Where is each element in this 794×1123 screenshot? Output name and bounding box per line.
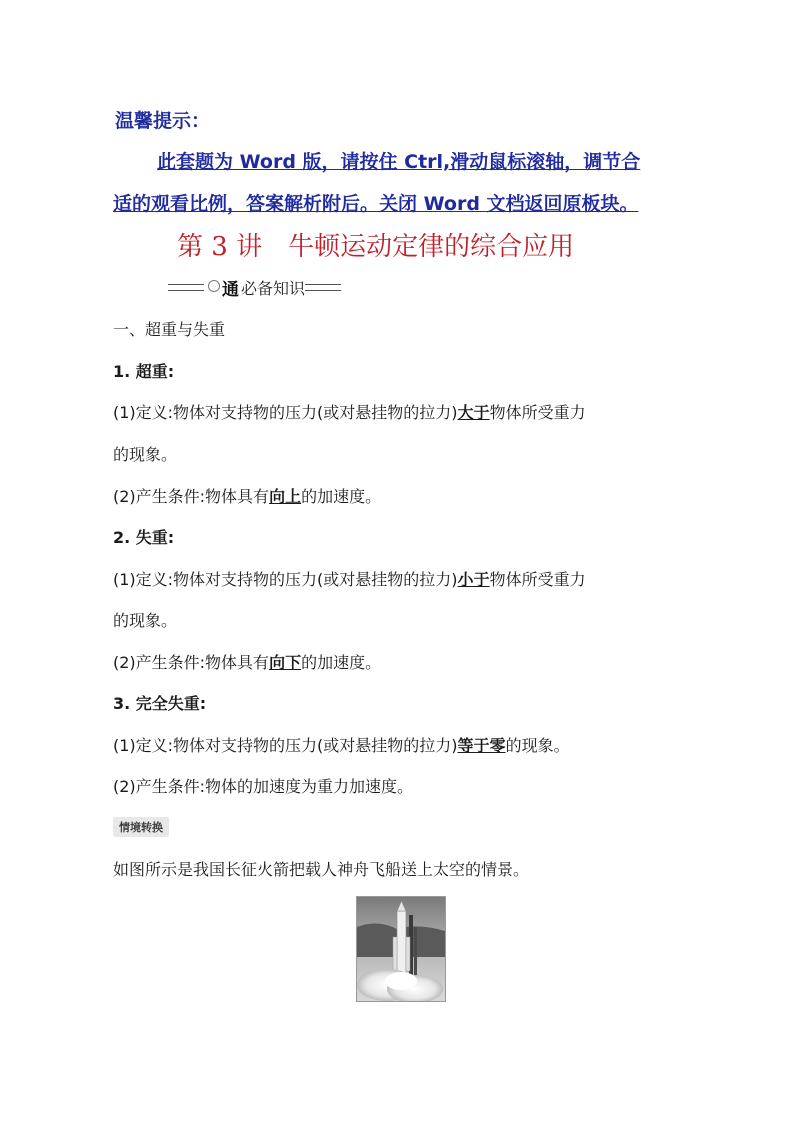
rocket-launch-photo [356,896,446,1002]
tip-line-1: 此套题为 Word 版，请按住 Ctrl,滑动鼠标滚轴，调节合 [157,151,641,173]
definition-text: (1)定义:物体对支持物的压力(或对悬挂物的拉力) [113,570,458,589]
context-sentence: 如图所示是我国长征火箭把载人神舟飞船送上太空的情景。 [113,860,530,879]
banner-right-rule [305,284,341,291]
weightless-heading: 2. 失重: [113,528,175,547]
overweight-definition [113,400,586,423]
condition-text: (2)产生条件:物体具有 [113,653,270,672]
section-heading: 一、超重与失重 [113,320,226,339]
complete-heading: 3. 完全失重: [113,694,207,713]
banner-label: 必备知识 [241,279,306,298]
weightless-condition [113,650,381,673]
blank-answer: 向下 [269,653,302,672]
complete-condition: (2)产生条件:物体的加速度为重力加速度。 [113,777,414,796]
rocket-photo-graphic [357,897,445,1001]
magnifier-icon [208,280,220,292]
lesson-title: 第 3 讲 牛顿运动定律的综合应用 [177,232,575,262]
banner-mark: 通 [222,280,239,300]
blank-answer: 大于 [457,403,490,422]
blank-answer: 小于 [457,570,490,589]
condition-text: 的加速度。 [301,487,382,506]
weightless-definition-cont: 的现象。 [113,611,178,630]
overweight-heading: 1. 超重: [113,362,175,381]
definition-text: 物体所受重力 [489,570,586,589]
weightless-definition [113,567,586,590]
complete-definition [113,733,570,756]
overweight-condition [113,484,381,507]
definition-text: 的现象。 [505,736,570,755]
context-badge: 情境转换 [113,817,169,837]
tip-line-2: 适的观看比例，答案解析附后。关闭 Word 文档返回原板块。 [113,193,639,215]
tip-title: 温馨提示： [115,110,211,132]
condition-text: (2)产生条件:物体具有 [113,487,270,506]
banner-left-rule [168,284,204,291]
blank-answer: 等于零 [457,736,506,755]
blank-answer: 向上 [269,487,302,506]
section-banner [168,275,341,300]
overweight-definition-cont: 的现象。 [113,445,178,464]
condition-text: 的加速度。 [301,653,382,672]
definition-text: (1)定义:物体对支持物的压力(或对悬挂物的拉力) [113,403,458,422]
definition-text: (1)定义:物体对支持物的压力(或对悬挂物的拉力) [113,736,458,755]
definition-text: 物体所受重力 [489,403,586,422]
